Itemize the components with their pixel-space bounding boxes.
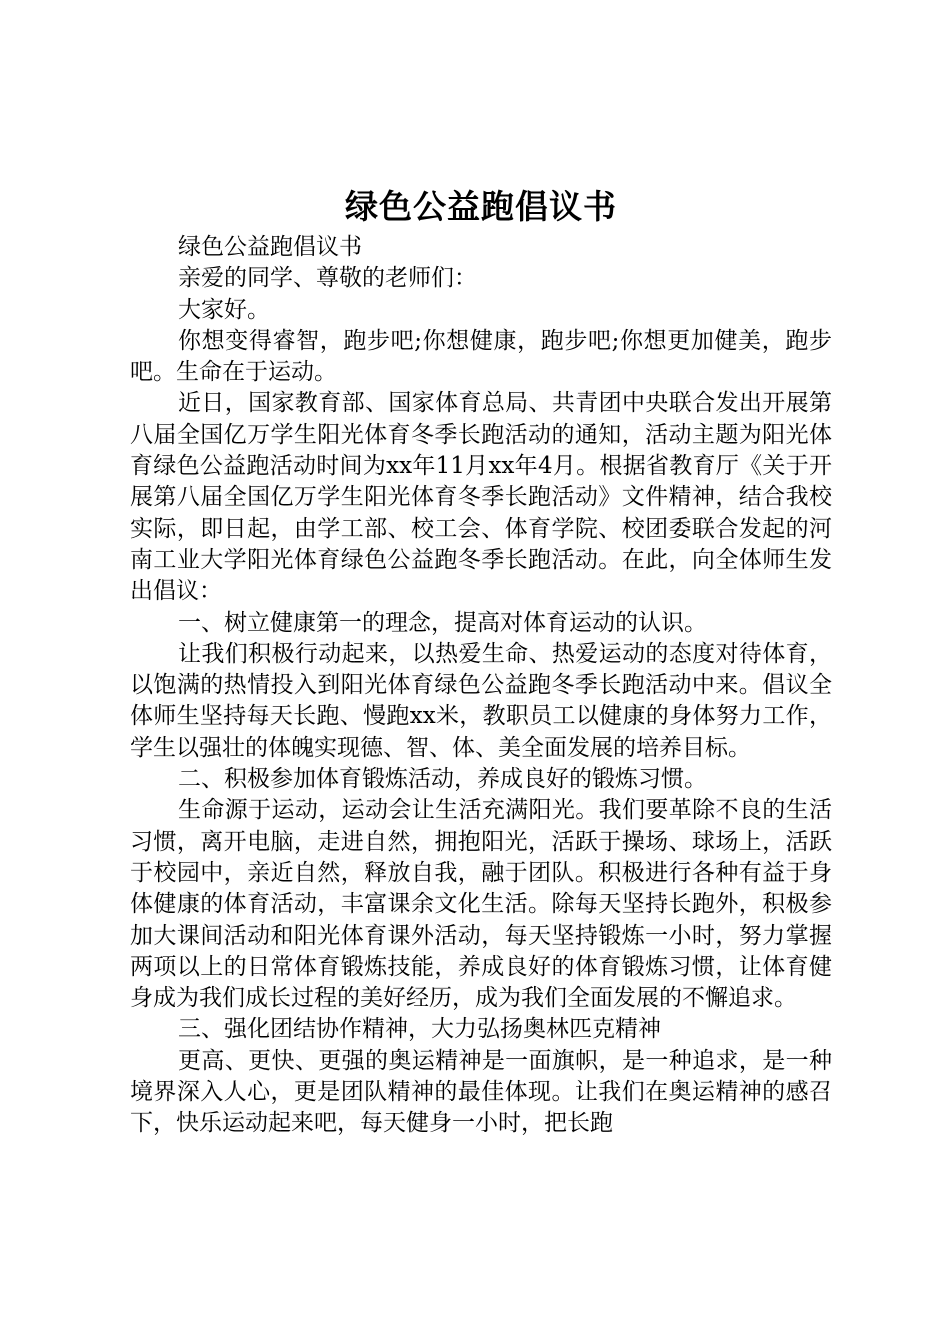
section-heading-1: 一、树立健康第一的理念，提高对体育运动的认识。 [178, 609, 707, 636]
document-title: 绿色公益跑倡议书 [345, 187, 617, 226]
section-heading-3: 三、强化团结协作精神，大力弘扬奥林匹克精神 [178, 1016, 661, 1043]
paragraph-section-2: 生命源于运动，运动会让生活充满阳光。我们要革除不良的生活习惯，离开电脑，走进自然，拥抱阳光，活跃于操场、球场上，活跃于校园中，亲近自然，释放自我，融于团队。积极进行各种有益于身体健康的体育活动，丰富课余文化生活。除每天坚持长跑外，积极参加大课间活动和阳光体育课外活动，每天坚持锻炼一小时，努力掌握两项以上的日常体育锻炼技能，养成良好的体育锻炼习惯，让体育健身成为我们成长过程的美好经历，成为我们全面发展的不懈追求。 [130, 797, 832, 1012]
paragraph-intro: 你想变得睿智，跑步吧;你想健康，跑步吧;你想更加健美，跑步吧。生命在于运动。 [130, 327, 832, 386]
paragraph-section-1: 让我们积极行动起来，以热爱生命、热爱运动的态度对待体育，以饱满的热情投入到阳光体育绿色公益跑冬季长跑活动中来。倡议全体师生坚持每天长跑、慢跑xx米，教职员工以健康的身体努力工作，学生以强壮的体魄实现德、智、体、美全面发展的培养目标。 [130, 640, 832, 761]
document-body [130, 232, 832, 1140]
section-heading-2: 二、积极参加体育锻炼活动，养成良好的锻炼习惯。 [178, 766, 707, 793]
paragraph-background: 近日，国家教育部、国家体育总局、共青团中央联合发出开展第八届全国亿万学生阳光体育冬季长跑活动的通知，活动主题为阳光体育绿色公益跑活动时间为xx年11月xx年4月。根据省教育厅《关于开展第八届全国亿万学生阳光体育冬季长跑活动》文件精神，结合我校实际，即日起，由学工部、校工会、体育学院、校团委联合发起的河南工业大学阳光体育绿色公益跑冬季长跑活动。在此，向全体师生发出倡议： [130, 390, 832, 605]
paragraph-section-3: 更高、更快、更强的奥运精神是一面旗帜，是一种追求，是一种境界深入人心，更是团队精神的最佳体现。让我们在奥运精神的感召下，快乐运动起来吧，每天健身一小时，把长跑 [130, 1047, 832, 1137]
paragraph-greeting: 大家好。 [178, 296, 270, 323]
paragraph-salutation: 亲爱的同学、尊敬的老师们： [178, 265, 477, 292]
paragraph-subtitle: 绿色公益跑倡议书 [178, 234, 362, 260]
